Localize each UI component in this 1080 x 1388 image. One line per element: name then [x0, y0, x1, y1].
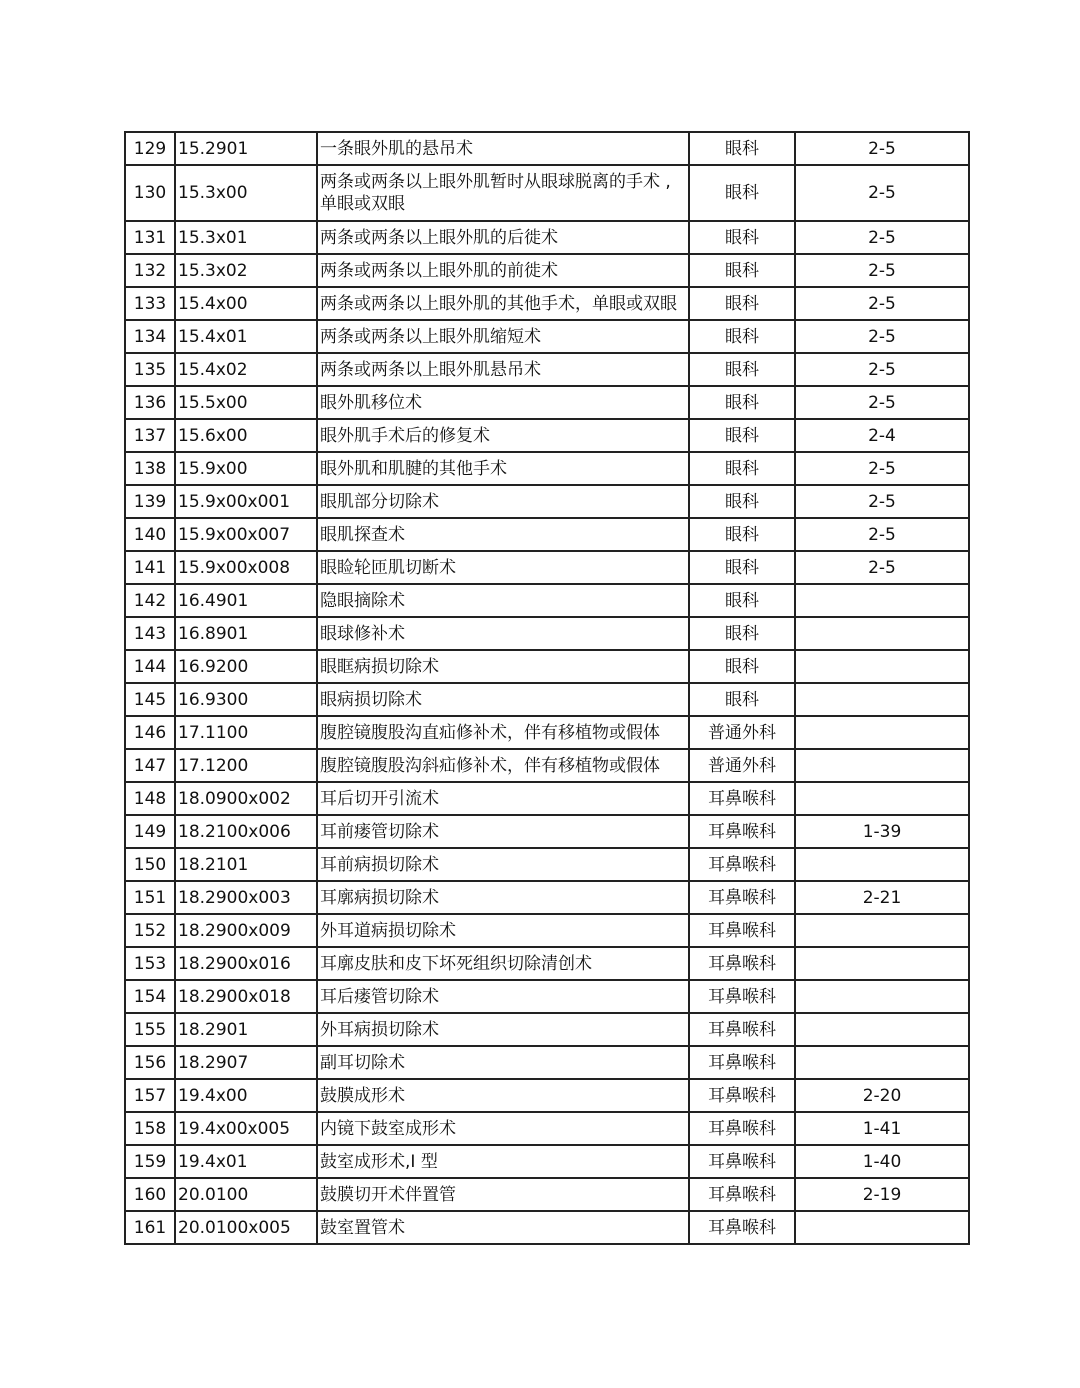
table-row [125, 914, 969, 947]
grade-cell: 2-5 [795, 452, 969, 485]
procedure-code-cell: 17.1200 [175, 749, 317, 782]
department-cell: 眼科 [689, 254, 795, 287]
procedure-name-cell: 两条或两条以上眼外肌暂时从眼球脱离的手术 ,单眼或双眼 [317, 165, 689, 221]
table-row [125, 386, 969, 419]
department-cell: 耳鼻喉科 [689, 947, 795, 980]
grade-cell [795, 782, 969, 815]
procedure-code-cell: 15.5x00 [175, 386, 317, 419]
row-number-cell: 143 [125, 617, 175, 650]
procedure-name-cell: 眼外肌移位术 [317, 386, 689, 419]
procedure-name-cell: 外耳病损切除术 [317, 1013, 689, 1046]
procedure-code-cell: 17.1100 [175, 716, 317, 749]
procedure-name-cell: 眼眶病损切除术 [317, 650, 689, 683]
department-cell: 耳鼻喉科 [689, 1112, 795, 1145]
grade-cell [795, 980, 969, 1013]
department-cell: 眼科 [689, 650, 795, 683]
table-row [125, 1211, 969, 1244]
grade-cell: 1-39 [795, 815, 969, 848]
table-row [125, 848, 969, 881]
row-number-cell: 144 [125, 650, 175, 683]
grade-cell: 2-5 [795, 320, 969, 353]
department-cell: 耳鼻喉科 [689, 1211, 795, 1244]
row-number-cell: 145 [125, 683, 175, 716]
procedure-code-cell: 18.0900x002 [175, 782, 317, 815]
table-row [125, 716, 969, 749]
procedure-name-cell: 耳后切开引流术 [317, 782, 689, 815]
department-cell: 眼科 [689, 287, 795, 320]
row-number-cell: 139 [125, 485, 175, 518]
grade-cell: 2-5 [795, 485, 969, 518]
table-row [125, 551, 969, 584]
grade-cell [795, 1013, 969, 1046]
procedure-name-cell: 眼肌探查术 [317, 518, 689, 551]
procedure-name-cell: 眼球修补术 [317, 617, 689, 650]
procedure-name-cell: 两条或两条以上眼外肌的前徙术 [317, 254, 689, 287]
procedure-name-cell: 鼓室成形术,I 型 [317, 1145, 689, 1178]
procedure-code-cell: 20.0100x005 [175, 1211, 317, 1244]
procedure-name-cell: 副耳切除术 [317, 1046, 689, 1079]
row-number-cell: 142 [125, 584, 175, 617]
row-number-cell: 146 [125, 716, 175, 749]
procedure-name-cell: 眼外肌和肌腱的其他手术 [317, 452, 689, 485]
department-cell: 眼科 [689, 584, 795, 617]
grade-cell: 2-5 [795, 221, 969, 254]
grade-cell [795, 749, 969, 782]
procedure-name-cell: 两条或两条以上眼外肌缩短术 [317, 320, 689, 353]
row-number-cell: 131 [125, 221, 175, 254]
row-number-cell: 134 [125, 320, 175, 353]
grade-cell: 2-5 [795, 165, 969, 221]
procedure-code-cell: 19.4x01 [175, 1145, 317, 1178]
row-number-cell: 150 [125, 848, 175, 881]
grade-cell: 2-5 [795, 254, 969, 287]
procedure-code-cell: 19.4x00 [175, 1079, 317, 1112]
procedure-table [124, 131, 970, 1245]
procedure-code-cell: 16.9300 [175, 683, 317, 716]
department-cell: 眼科 [689, 485, 795, 518]
grade-cell [795, 683, 969, 716]
procedure-code-cell: 18.2900x018 [175, 980, 317, 1013]
department-cell: 耳鼻喉科 [689, 1046, 795, 1079]
procedure-name-cell: 耳廓皮肤和皮下坏死组织切除清创术 [317, 947, 689, 980]
department-cell: 眼科 [689, 518, 795, 551]
table-row [125, 320, 969, 353]
table-row [125, 518, 969, 551]
procedure-code-cell: 15.3x02 [175, 254, 317, 287]
table-row [125, 1112, 969, 1145]
table-row [125, 584, 969, 617]
row-number-cell: 155 [125, 1013, 175, 1046]
grade-cell [795, 617, 969, 650]
table-row [125, 1046, 969, 1079]
table-row [125, 1013, 969, 1046]
table-row [125, 650, 969, 683]
row-number-cell: 148 [125, 782, 175, 815]
table-row [125, 881, 969, 914]
procedure-name-cell: 鼓室置管术 [317, 1211, 689, 1244]
row-number-cell: 147 [125, 749, 175, 782]
procedure-name-cell: 耳前病损切除术 [317, 848, 689, 881]
row-number-cell: 157 [125, 1079, 175, 1112]
row-number-cell: 154 [125, 980, 175, 1013]
row-number-cell: 160 [125, 1178, 175, 1211]
row-number-cell: 137 [125, 419, 175, 452]
procedure-code-cell: 15.2901 [175, 132, 317, 165]
procedure-name-cell: 两条或两条以上眼外肌悬吊术 [317, 353, 689, 386]
procedure-name-cell: 鼓膜成形术 [317, 1079, 689, 1112]
procedure-name-cell: 隐眼摘除术 [317, 584, 689, 617]
procedure-code-cell: 16.9200 [175, 650, 317, 683]
table-row [125, 815, 969, 848]
table-row [125, 485, 969, 518]
procedure-name-cell: 一条眼外肌的悬吊术 [317, 132, 689, 165]
department-cell: 眼科 [689, 386, 795, 419]
table-row [125, 980, 969, 1013]
department-cell: 耳鼻喉科 [689, 1178, 795, 1211]
grade-cell: 2-5 [795, 353, 969, 386]
procedure-name-cell: 鼓膜切开术伴置管 [317, 1178, 689, 1211]
grade-cell [795, 848, 969, 881]
department-cell: 眼科 [689, 617, 795, 650]
procedure-name-cell: 眼肌部分切除术 [317, 485, 689, 518]
row-number-cell: 156 [125, 1046, 175, 1079]
row-number-cell: 140 [125, 518, 175, 551]
procedure-code-cell: 15.9x00x008 [175, 551, 317, 584]
procedure-name-cell: 两条或两条以上眼外肌的后徙术 [317, 221, 689, 254]
department-cell: 耳鼻喉科 [689, 1013, 795, 1046]
procedure-code-cell: 20.0100 [175, 1178, 317, 1211]
row-number-cell: 153 [125, 947, 175, 980]
grade-cell: 1-40 [795, 1145, 969, 1178]
row-number-cell: 152 [125, 914, 175, 947]
table-body [125, 132, 969, 1244]
row-number-cell: 158 [125, 1112, 175, 1145]
table-row [125, 254, 969, 287]
procedure-code-cell: 15.3x00 [175, 165, 317, 221]
row-number-cell: 133 [125, 287, 175, 320]
table-row [125, 683, 969, 716]
procedure-code-cell: 15.9x00x007 [175, 518, 317, 551]
procedure-code-cell: 19.4x00x005 [175, 1112, 317, 1145]
table-row [125, 782, 969, 815]
department-cell: 眼科 [689, 353, 795, 386]
grade-cell: 2-5 [795, 287, 969, 320]
procedure-code-cell: 15.9x00x001 [175, 485, 317, 518]
row-number-cell: 129 [125, 132, 175, 165]
department-cell: 普通外科 [689, 716, 795, 749]
procedure-code-cell: 15.4x02 [175, 353, 317, 386]
department-cell: 耳鼻喉科 [689, 1145, 795, 1178]
procedure-code-cell: 18.2907 [175, 1046, 317, 1079]
row-number-cell: 132 [125, 254, 175, 287]
table-row [125, 1079, 969, 1112]
procedure-name-cell: 眼睑轮匝肌切断术 [317, 551, 689, 584]
grade-cell [795, 947, 969, 980]
grade-cell: 2-5 [795, 518, 969, 551]
procedure-code-cell: 15.9x00 [175, 452, 317, 485]
table-row [125, 617, 969, 650]
table-row [125, 749, 969, 782]
grade-cell [795, 914, 969, 947]
procedure-code-cell: 15.6x00 [175, 419, 317, 452]
department-cell: 眼科 [689, 165, 795, 221]
row-number-cell: 149 [125, 815, 175, 848]
department-cell: 耳鼻喉科 [689, 815, 795, 848]
table-row [125, 353, 969, 386]
procedure-code-cell: 18.2101 [175, 848, 317, 881]
procedure-code-cell: 16.4901 [175, 584, 317, 617]
grade-cell: 2-21 [795, 881, 969, 914]
procedure-code-cell: 18.2900x016 [175, 947, 317, 980]
row-number-cell: 136 [125, 386, 175, 419]
grade-cell [795, 1046, 969, 1079]
department-cell: 耳鼻喉科 [689, 848, 795, 881]
procedure-code-cell: 18.2901 [175, 1013, 317, 1046]
department-cell: 眼科 [689, 683, 795, 716]
department-cell: 眼科 [689, 221, 795, 254]
department-cell: 普通外科 [689, 749, 795, 782]
grade-cell [795, 1211, 969, 1244]
row-number-cell: 161 [125, 1211, 175, 1244]
grade-cell: 2-19 [795, 1178, 969, 1211]
procedure-code-cell: 16.8901 [175, 617, 317, 650]
grade-cell: 2-5 [795, 132, 969, 165]
row-number-cell: 151 [125, 881, 175, 914]
department-cell: 耳鼻喉科 [689, 980, 795, 1013]
procedure-code-cell: 18.2900x003 [175, 881, 317, 914]
table-row [125, 287, 969, 320]
grade-cell: 1-41 [795, 1112, 969, 1145]
procedure-name-cell: 耳前瘘管切除术 [317, 815, 689, 848]
grade-cell: 2-5 [795, 386, 969, 419]
department-cell: 耳鼻喉科 [689, 782, 795, 815]
department-cell: 耳鼻喉科 [689, 1079, 795, 1112]
procedure-name-cell: 外耳道病损切除术 [317, 914, 689, 947]
procedure-code-cell: 18.2900x009 [175, 914, 317, 947]
procedure-name-cell: 耳后瘘管切除术 [317, 980, 689, 1013]
table-row [125, 452, 969, 485]
table-row [125, 132, 969, 165]
department-cell: 眼科 [689, 132, 795, 165]
department-cell: 眼科 [689, 551, 795, 584]
grade-cell: 2-20 [795, 1079, 969, 1112]
procedure-name-cell: 两条或两条以上眼外肌的其他手术，单眼或双眼 [317, 287, 689, 320]
row-number-cell: 159 [125, 1145, 175, 1178]
procedure-name-cell: 腹腔镜腹股沟斜疝修补术，伴有移植物或假体 [317, 749, 689, 782]
table-row [125, 1145, 969, 1178]
procedure-name-cell: 耳廓病损切除术 [317, 881, 689, 914]
department-cell: 眼科 [689, 452, 795, 485]
procedure-name-cell: 腹腔镜腹股沟直疝修补术，伴有移植物或假体 [317, 716, 689, 749]
grade-cell [795, 584, 969, 617]
grade-cell [795, 650, 969, 683]
procedure-code-cell: 15.4x01 [175, 320, 317, 353]
department-cell: 耳鼻喉科 [689, 881, 795, 914]
procedure-code-cell: 15.3x01 [175, 221, 317, 254]
procedure-code-cell: 15.4x00 [175, 287, 317, 320]
row-number-cell: 130 [125, 165, 175, 221]
procedure-name-cell: 眼病损切除术 [317, 683, 689, 716]
table-row [125, 947, 969, 980]
row-number-cell: 138 [125, 452, 175, 485]
row-number-cell: 135 [125, 353, 175, 386]
grade-cell: 2-5 [795, 551, 969, 584]
department-cell: 眼科 [689, 320, 795, 353]
procedure-name-cell: 内镜下鼓室成形术 [317, 1112, 689, 1145]
procedure-name-cell: 眼外肌手术后的修复术 [317, 419, 689, 452]
department-cell: 眼科 [689, 419, 795, 452]
grade-cell [795, 716, 969, 749]
procedure-code-cell: 18.2100x006 [175, 815, 317, 848]
row-number-cell: 141 [125, 551, 175, 584]
table-row [125, 419, 969, 452]
grade-cell: 2-4 [795, 419, 969, 452]
department-cell: 耳鼻喉科 [689, 914, 795, 947]
table-row [125, 165, 969, 221]
table-row [125, 1178, 969, 1211]
table-row [125, 221, 969, 254]
